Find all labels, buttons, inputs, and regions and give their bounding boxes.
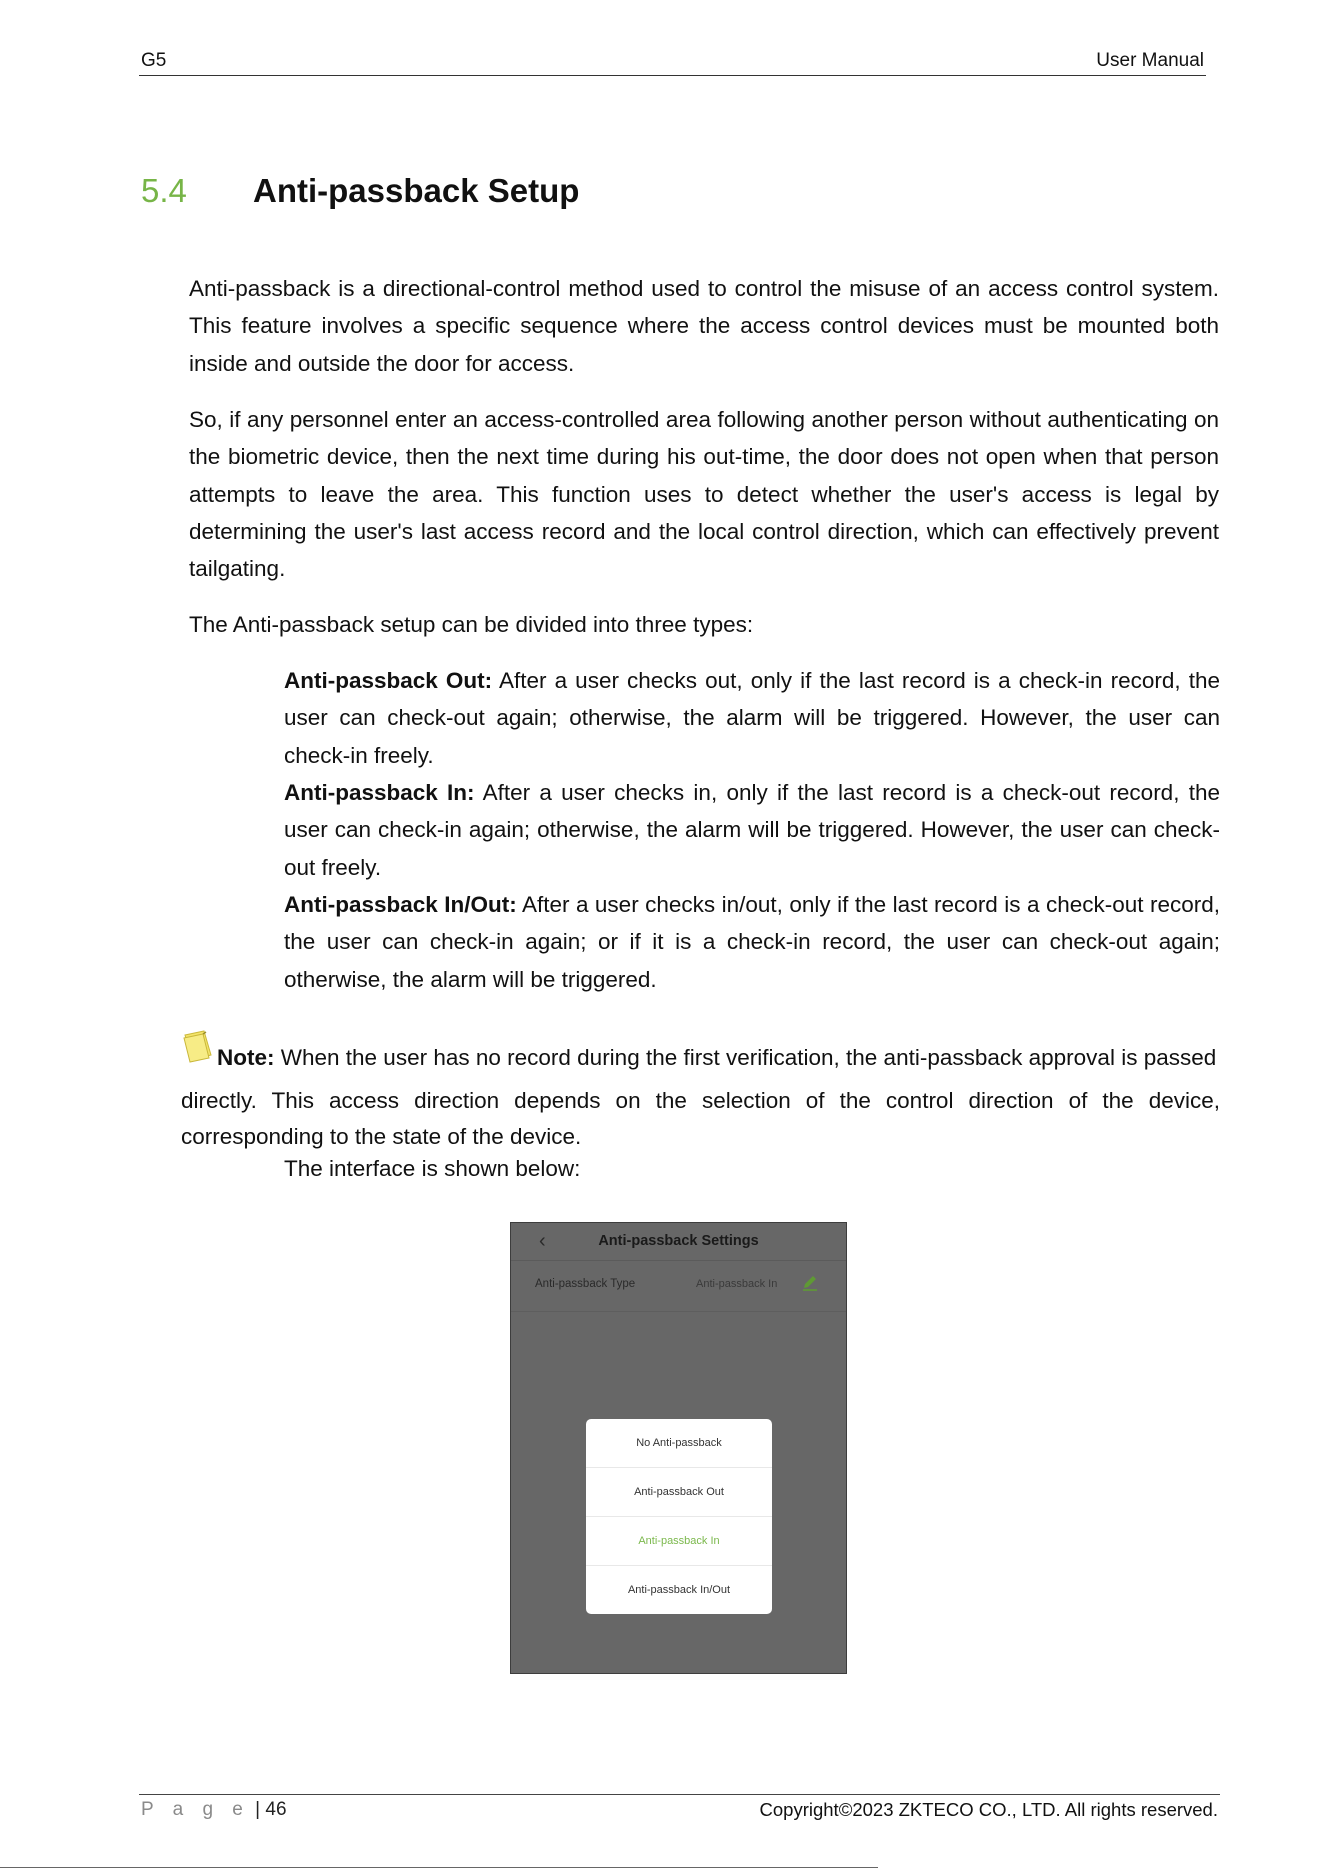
phone-title: Anti-passback Settings [598,1233,759,1249]
type-item-in [284,774,1220,886]
type-desc-out: After a user checks out, only if the last record is a check-in record, the user can check-out again; otherwise, the alarm will be triggered. However, the user can check-in freely. [284,668,1221,768]
phone-screenshot [511,1223,846,1673]
header-divider [139,75,1206,76]
note-label: Note: [217,1045,275,1070]
back-chevron-icon[interactable]: ‹ [539,1230,546,1252]
type-desc-inout: After a user checks in/out, only if the last record is a check-out record, the user can check-in again; or if it is a check-in record, the user can check-out again; otherwise, the alarm will be triggered. [284,892,1221,992]
type-name-in: Anti-passback In: [284,780,475,805]
footer-page [141,1799,287,1821]
type-selection-dialog [586,1419,772,1614]
header-product: G5 [141,50,167,71]
option-anti-passback-inout[interactable]: Anti-passback In/Out [627,1584,731,1596]
section-heading [141,172,579,210]
option-anti-passback-out[interactable]: Anti-passback Out [586,1468,772,1517]
option-anti-passback-in[interactable]: Anti-passback In [586,1517,772,1566]
anti-passback-type-row[interactable] [511,1261,846,1312]
phone-title-bar [511,1223,846,1261]
option-no-anti-passback[interactable]: No Anti-passback [586,1419,772,1468]
type-row-label: Anti-passback Type [535,1278,636,1290]
page-number: | 46 [255,1799,287,1820]
section-number: 5.4 [141,172,187,209]
page-label: P a g e [141,1799,250,1820]
pencil-icon[interactable] [801,1274,819,1292]
note-first-text: When the user has no record during the first verification, the anti-passback approval is passed [274,1045,1217,1070]
intro-paragraph: Anti-passback is a directional-control method used to control the misuse of an access control system. This feature involves a specific sequence where the access control devices must be mounted both inside and outside the door for access. [189,276,1219,376]
types-intro: The Anti-passback setup can be divided into three types: [189,612,754,637]
type-item-inout [284,886,1220,998]
section-title: Anti-passback Setup [253,172,580,209]
footer-divider [139,1794,1220,1795]
type-name-out: Anti-passback Out: [284,668,493,693]
type-item-out [284,662,1220,774]
copyright: Copyright©2023 ZKTECO CO., LTD. All rights reserved. [759,1799,1218,1820]
type-name-inout: Anti-passback In/Out: [284,892,517,917]
type-desc-in: After a user checks in, only if the last record is a check-out record, the user can check-in again; otherwise, the alarm will be triggered. However, the user can check-out freely. [284,780,1220,880]
note-first-line [217,1040,1220,1076]
note-continuation: directly. This access direction depends on the selection of the control direction of the device, corresponding to the state of the device. [181,1088,1220,1149]
type-row-value: Anti-passback In [696,1278,778,1290]
note-icon [182,1029,214,1063]
tailgating-paragraph: So, if any personnel enter an access-controlled area following another person without authenticating on the biometric device, then the next time during his out-time, the door does not open when that person attempts to leave the area. This function uses to detect whether the user's access is legal by determining the user's last access record and the local control direction, which can effectively prevent tailgating. [189,407,1219,582]
header-manual-title: User Manual [1096,50,1204,71]
interface-caption: The interface is shown below: [284,1156,581,1181]
page-edge-line [0,1867,878,1868]
